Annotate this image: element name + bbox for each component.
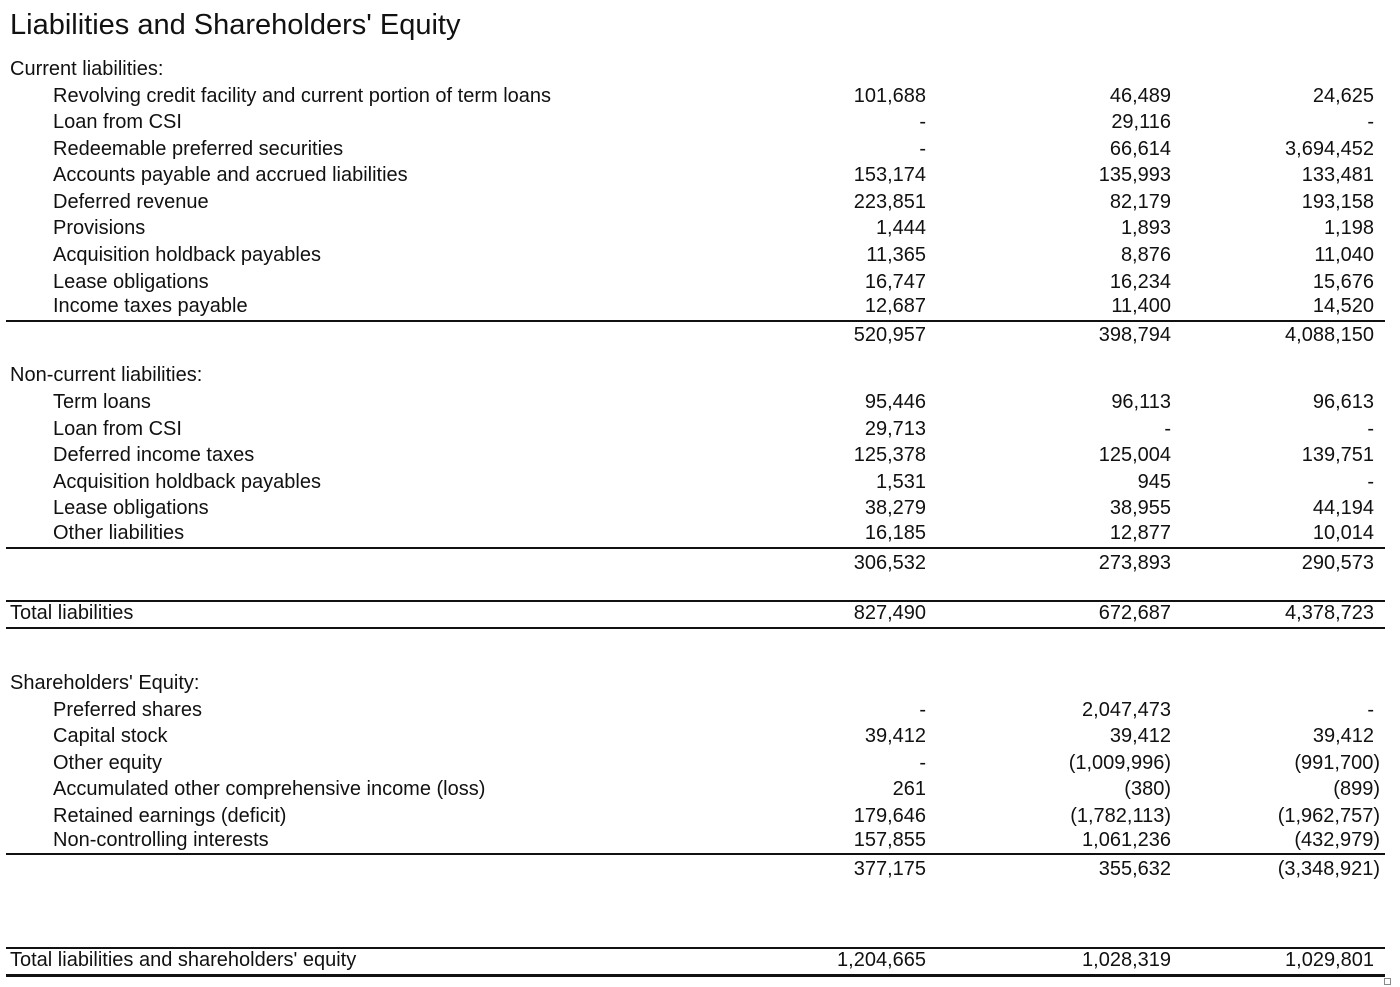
table-row <box>0 189 1400 215</box>
value-col2: 12,877 <box>1109 522 1171 544</box>
table-row <box>0 136 1400 162</box>
value-col3: 44,194 <box>1312 497 1374 519</box>
row-label: Total liabilities and shareholders' equity <box>10 949 357 971</box>
row-label: Other liabilities <box>53 522 185 544</box>
row-label: Deferred income taxes <box>53 444 255 466</box>
section-header-equity <box>0 670 1400 696</box>
value-col1: 12,687 <box>864 295 926 317</box>
value-col1: 16,185 <box>864 522 926 544</box>
value-col1: 101,688 <box>853 85 926 107</box>
value-col1: 95,446 <box>864 391 926 413</box>
value-col3: 14,520 <box>1312 295 1374 317</box>
value-col3: - <box>1367 471 1374 493</box>
value-col1: 827,490 <box>853 602 926 624</box>
row-label: Lease obligations <box>53 497 209 519</box>
value-col2: 39,412 <box>1109 725 1171 747</box>
row-label: Provisions <box>53 217 146 239</box>
section-label: Current liabilities: <box>10 58 164 80</box>
value-col1: - <box>919 752 926 774</box>
table-row <box>0 242 1400 268</box>
subtotal-col1: 377,175 <box>853 858 926 880</box>
value-col1: - <box>919 138 926 160</box>
value-col1: 157,855 <box>853 829 926 851</box>
value-col3: (991,700) <box>1294 752 1380 774</box>
page-title: Liabilities and Shareholders' Equity <box>10 9 461 41</box>
value-col2: 11,400 <box>1111 295 1171 317</box>
row-label: Deferred revenue <box>53 191 209 213</box>
table-row <box>0 293 1400 319</box>
value-col2: 66,614 <box>1109 138 1171 160</box>
value-col2: 46,489 <box>1109 85 1171 107</box>
subtotal-col1: 520,957 <box>853 324 926 346</box>
subtotal-col1: 306,532 <box>853 552 926 574</box>
value-col1: 179,646 <box>853 805 926 827</box>
value-col1: 1,531 <box>875 471 926 493</box>
row-label: Revolving credit facility and current portion of term loans <box>53 85 552 107</box>
table-row <box>0 803 1400 829</box>
table-row <box>0 723 1400 749</box>
divider <box>6 627 1385 629</box>
table-row <box>0 697 1400 723</box>
value-col1: 39,412 <box>864 725 926 747</box>
value-col3: 3,694,452 <box>1285 138 1374 160</box>
value-col3: - <box>1367 699 1374 721</box>
subtotal-col3: (3,348,921) <box>1277 858 1380 880</box>
row-label: Acquisition holdback payables <box>53 471 321 493</box>
value-col3: 96,613 <box>1312 391 1374 413</box>
table-row <box>0 442 1400 468</box>
value-col2: 2,047,473 <box>1082 699 1171 721</box>
table-row <box>0 469 1400 495</box>
subtotal-col3: 290,573 <box>1301 552 1374 574</box>
table-row <box>0 162 1400 188</box>
table-row <box>0 520 1400 546</box>
value-col2: 29,116 <box>1111 111 1171 133</box>
subtotal-col3: 4,088,150 <box>1285 324 1374 346</box>
row-label: Non-controlling interests <box>53 829 269 851</box>
value-col2: (380) <box>1124 778 1171 800</box>
value-col1: 261 <box>892 778 926 800</box>
section-header-noncurrent <box>0 362 1400 388</box>
value-col3: - <box>1367 418 1374 440</box>
value-col2: 1,061,236 <box>1082 829 1171 851</box>
value-col3: 4,378,723 <box>1285 602 1374 624</box>
row-label: Other equity <box>53 752 162 774</box>
value-col3: 15,676 <box>1312 271 1374 293</box>
table-row <box>0 776 1400 802</box>
subtotal-row <box>0 550 1400 576</box>
value-col1: 38,279 <box>864 497 926 519</box>
row-label: Redeemable preferred securities <box>53 138 344 160</box>
row-label: Accounts payable and accrued liabilities <box>53 164 408 186</box>
value-col1: 29,713 <box>864 418 926 440</box>
value-col2: 16,234 <box>1109 271 1171 293</box>
value-col1: 1,204,665 <box>837 949 926 971</box>
table-row <box>0 750 1400 776</box>
value-col1: 153,174 <box>853 164 926 186</box>
value-col3: (899) <box>1333 778 1380 800</box>
value-col1: 223,851 <box>853 191 926 213</box>
value-col3: 24,625 <box>1312 85 1374 107</box>
section-label: Non-current liabilities: <box>10 364 203 386</box>
subtotal-row <box>0 322 1400 348</box>
value-col3: 139,751 <box>1301 444 1374 466</box>
total-liabilities-row <box>0 600 1400 626</box>
row-label: Loan from CSI <box>53 418 182 440</box>
value-col1: - <box>919 111 926 133</box>
value-col2: 125,004 <box>1098 444 1171 466</box>
row-label: Acquisition holdback payables <box>53 244 321 266</box>
grand-total-row <box>0 947 1400 973</box>
row-label: Capital stock <box>53 725 168 747</box>
value-col1: 1,444 <box>875 217 926 239</box>
table-row <box>0 827 1400 853</box>
value-col1: 16,747 <box>864 271 926 293</box>
value-col1: 11,365 <box>866 244 926 266</box>
table-row <box>0 215 1400 241</box>
subtotal-row <box>0 856 1400 882</box>
value-col3: 1,198 <box>1323 217 1374 239</box>
value-col2: 1,028,319 <box>1082 949 1171 971</box>
row-label: Lease obligations <box>53 271 209 293</box>
table-row <box>0 269 1400 295</box>
row-label: Income taxes payable <box>53 295 248 317</box>
value-col2: 38,955 <box>1109 497 1171 519</box>
divider <box>6 853 1385 855</box>
value-col3: 10,014 <box>1312 522 1374 544</box>
row-label: Total liabilities <box>10 602 134 624</box>
value-col1: 125,378 <box>853 444 926 466</box>
row-label: Term loans <box>53 391 151 413</box>
double-underline <box>6 974 1385 977</box>
value-col2: 82,179 <box>1109 191 1171 213</box>
row-label: Retained earnings (deficit) <box>53 805 287 827</box>
table-row <box>0 83 1400 109</box>
divider <box>6 547 1385 549</box>
subtotal-col2: 273,893 <box>1098 552 1171 574</box>
table-row <box>0 416 1400 442</box>
row-label: Loan from CSI <box>53 111 182 133</box>
section-header-current <box>0 56 1400 82</box>
subtotal-col2: 398,794 <box>1098 324 1171 346</box>
section-label: Shareholders' Equity: <box>10 672 200 694</box>
value-col1: - <box>919 699 926 721</box>
table-row <box>0 109 1400 135</box>
value-col3: 39,412 <box>1312 725 1374 747</box>
value-col2: 96,113 <box>1111 391 1171 413</box>
row-label: Accumulated other comprehensive income (loss) <box>53 778 486 800</box>
subtotal-col2: 355,632 <box>1098 858 1171 880</box>
value-col3: - <box>1367 111 1374 133</box>
value-col2: (1,009,996) <box>1068 752 1171 774</box>
value-col3: (432,979) <box>1294 829 1380 851</box>
resize-handle-icon[interactable] <box>1384 978 1391 985</box>
value-col2: 945 <box>1137 471 1171 493</box>
value-col3: 133,481 <box>1301 164 1374 186</box>
value-col2: (1,782,113) <box>1070 805 1171 827</box>
value-col3: (1,962,757) <box>1277 805 1380 827</box>
value-col2: - <box>1164 418 1171 440</box>
value-col3: 11,040 <box>1314 244 1374 266</box>
table-row <box>0 495 1400 521</box>
value-col3: 1,029,801 <box>1285 949 1374 971</box>
value-col2: 135,993 <box>1098 164 1171 186</box>
value-col3: 193,158 <box>1301 191 1374 213</box>
value-col2: 8,876 <box>1120 244 1171 266</box>
table-row <box>0 389 1400 415</box>
row-label: Preferred shares <box>53 699 202 721</box>
value-col2: 1,893 <box>1120 217 1171 239</box>
value-col2: 672,687 <box>1098 602 1171 624</box>
